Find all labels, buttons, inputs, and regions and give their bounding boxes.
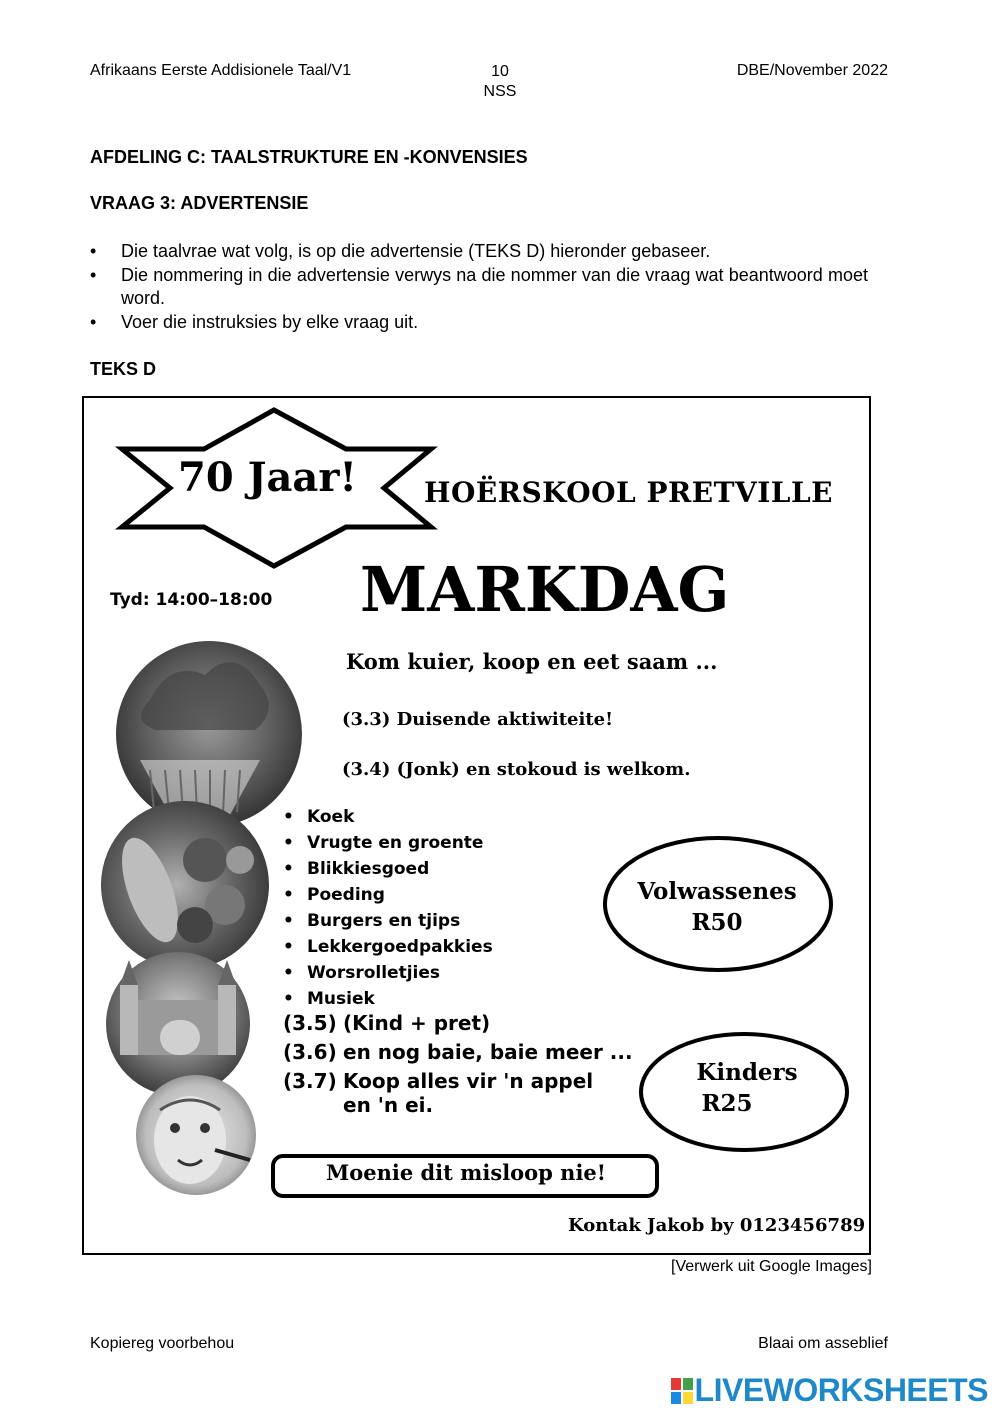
- adults-price: [622, 876, 812, 938]
- instruction-item: • Die nommering in die advertensie verwys na die nommer van die vraag wat beantwoord moet word.: [90, 264, 868, 310]
- page-number: 10: [491, 63, 509, 80]
- header-subject: Afrikaans Eerste Addisionele Taal/V1: [90, 62, 352, 79]
- instruction-item: • Voer die instruksies by elke vraag uit.: [90, 311, 868, 334]
- fruit-and-vegetables-image: [101, 801, 269, 969]
- face-paint-child-image: [136, 1075, 256, 1195]
- event-time: Tyd: 14:00–18:00: [110, 590, 273, 610]
- list-item: • Worsrolletjies: [283, 960, 493, 986]
- line-text: Koop alles vir 'n appel en 'n ei.: [343, 1069, 594, 1117]
- list-item: • Blikkiesgoed: [283, 856, 493, 882]
- watermark-text: LIVEWORKSHEETS: [694, 1372, 988, 1408]
- line-3-3: (3.3) Duisende aktiwiteite!: [342, 709, 614, 730]
- adults-label: Volwassenes: [637, 878, 797, 905]
- numbered-line-3-7: [283, 1069, 623, 1117]
- tagline: Kom kuier, koop en eet saam ...: [346, 649, 718, 674]
- jumping-castle-image: [106, 952, 250, 1096]
- kids-price: [662, 1057, 832, 1119]
- adults-amount: R50: [691, 909, 743, 936]
- header-date: DBE/November 2022: [736, 62, 888, 79]
- anniversary-text: 70 Jaar!: [178, 454, 357, 501]
- line-text: (Kind + pret): [343, 1011, 491, 1035]
- footer-copyright: Kopiereg voorbehou: [90, 1335, 235, 1352]
- line-text: en nog baie, baie meer ...: [343, 1040, 633, 1064]
- market-items-list: [283, 804, 493, 1012]
- banner-text: Moenie dit misloop nie!: [325, 1160, 607, 1185]
- list-item: • Poeding: [283, 882, 493, 908]
- list-item: • Vrugte en groente: [283, 830, 493, 856]
- list-item: • Burgers en tjips: [283, 908, 493, 934]
- list-item: • Koek: [283, 804, 493, 830]
- school-name: HOËRSKOOL PRETVILLE: [424, 476, 834, 509]
- list-item: • Lekkergoedpakkies: [283, 934, 493, 960]
- instruction-item: • Die taalvrae wat volg, is op die advertensie (TEKS D) hieronder gebaseer.: [90, 240, 868, 263]
- kids-label: Kinders: [696, 1059, 798, 1086]
- text-label: TEKS D: [90, 359, 157, 379]
- event-title: MARKDAG: [360, 553, 730, 626]
- source-note: [Verwerk uit Google Images]: [671, 1258, 872, 1275]
- cupcakes-image: [116, 641, 302, 827]
- line-number: (3.6): [283, 1040, 337, 1064]
- line-number: (3.5): [283, 1011, 337, 1035]
- list-item: • Musiek: [283, 986, 493, 1012]
- liveworksheets-watermark: [671, 1372, 988, 1409]
- question-title: VRAAG 3: ADVERTENSIE: [90, 193, 309, 213]
- numbered-line-3-6: [283, 1040, 633, 1064]
- line-3-4: (3.4) (Jonk) en stokoud is welkom.: [342, 759, 691, 780]
- header-sub: NSS: [483, 83, 517, 100]
- section-title: AFDELING C: TAALSTRUKTURE EN -KONVENSIES: [90, 147, 528, 167]
- liveworksheets-logo-icon: [671, 1378, 693, 1404]
- footer-turn-over: Blaai om asseblief: [758, 1335, 888, 1352]
- contact-line: Kontak Jakob by 0123456789: [568, 1215, 866, 1236]
- numbered-line-3-5: [283, 1011, 490, 1035]
- line-number: (3.7): [283, 1069, 337, 1093]
- kids-amount: R25: [701, 1090, 753, 1117]
